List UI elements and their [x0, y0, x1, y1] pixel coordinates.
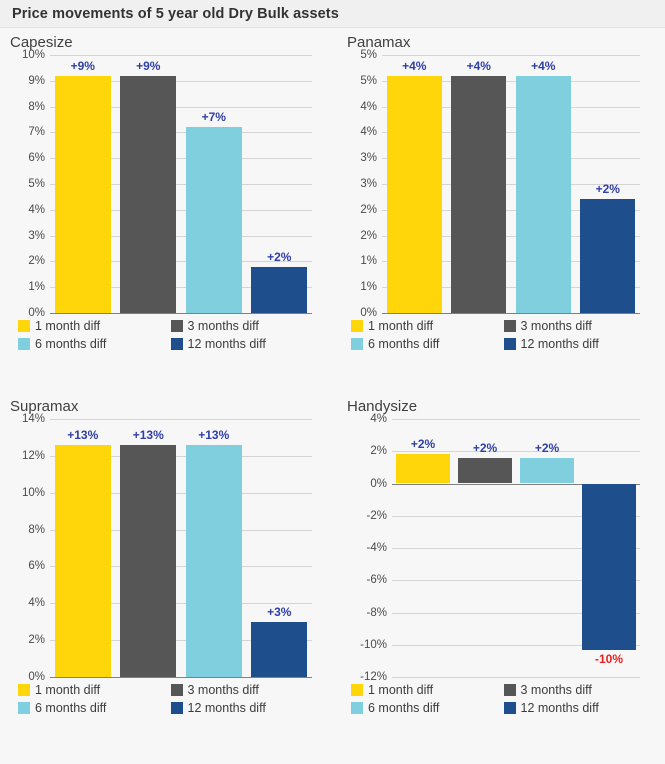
legend-swatch-icon	[18, 702, 30, 714]
bar-value-label: -10%	[594, 651, 624, 666]
chart-panel-supramax	[8, 398, 328, 758]
y-axis-tick-label: -10%	[360, 638, 387, 651]
legend-label: 12 months diff	[520, 701, 599, 715]
legend-handysize	[351, 683, 656, 719]
legend-label: 3 months diff	[520, 319, 592, 333]
y-axis-tick-label: 2%	[360, 229, 377, 242]
y-axis-tick-label: 3%	[360, 178, 377, 190]
bar-value-label: +13%	[132, 427, 164, 442]
gridline	[392, 419, 640, 420]
legend-swatch-icon	[504, 702, 516, 714]
y-axis-tick-label: 10%	[21, 49, 45, 61]
bar-value-label: +4%	[466, 58, 491, 73]
y-axis-tick-label: 2%	[28, 255, 45, 268]
legend-swatch-icon	[504, 338, 516, 350]
y-axis-tick-label: -8%	[366, 606, 387, 619]
bar-value-label: +2%	[472, 440, 498, 455]
gridline	[50, 419, 312, 420]
legend-swatch-icon	[351, 702, 363, 714]
gridline	[50, 55, 312, 56]
y-axis-tick-label: 0%	[360, 307, 377, 319]
y-axis-tick-label: 1%	[360, 255, 377, 268]
chart-panel-panamax	[345, 34, 660, 394]
y-axis-tick-label: 5%	[360, 74, 377, 87]
y-axis-tick-label: 1%	[360, 281, 377, 294]
legend-swatch-icon	[18, 684, 30, 696]
legend-swatch-icon	[351, 338, 363, 350]
legend-swatch-icon	[171, 320, 183, 332]
legend-item[interactable]	[171, 683, 324, 697]
legend-item[interactable]	[504, 683, 657, 697]
legend-capesize	[18, 319, 323, 355]
legend-item[interactable]	[18, 319, 171, 333]
gridline	[392, 677, 640, 678]
charts-grid	[0, 28, 665, 764]
y-axis-tick-label: 3%	[28, 229, 45, 242]
page-header	[0, 0, 665, 28]
y-axis-tick-label: 5%	[28, 178, 45, 190]
bar	[251, 267, 307, 313]
bar-value-label: +4%	[531, 58, 556, 73]
legend-swatch-icon	[18, 320, 30, 332]
bar	[580, 199, 635, 313]
zero-axis-line	[382, 313, 640, 314]
chart-panel-capesize	[8, 34, 328, 394]
zero-axis-line	[50, 313, 312, 314]
bar	[55, 445, 111, 677]
bar	[55, 76, 111, 313]
bar-value-label: +7%	[201, 110, 226, 125]
y-axis-tick-label: 3%	[360, 152, 377, 165]
bar	[251, 622, 307, 677]
y-axis-tick-label: 4%	[28, 597, 45, 610]
bar	[186, 127, 242, 313]
legend-item[interactable]	[504, 701, 657, 715]
legend-item[interactable]	[351, 701, 504, 715]
bar	[120, 445, 176, 677]
y-axis-tick-label: 8%	[28, 523, 45, 536]
bar-value-label: +2%	[410, 437, 436, 452]
y-axis-tick-label: 2%	[360, 203, 377, 216]
legend-item[interactable]	[18, 701, 171, 715]
y-axis-tick-label: 4%	[28, 203, 45, 216]
chart-title-handysize: Handysize	[347, 398, 418, 415]
y-axis-tick-label: 4%	[360, 100, 377, 113]
legend-label: 6 months diff	[368, 701, 440, 715]
legend-swatch-icon	[18, 338, 30, 350]
legend-item[interactable]	[171, 701, 324, 715]
chart-title-capesize: Capesize	[10, 34, 73, 51]
gridline	[382, 55, 640, 56]
y-axis-tick-label: 2%	[370, 445, 387, 458]
y-axis-tick-label: 2%	[28, 634, 45, 647]
y-axis-tick-label: 10%	[21, 486, 45, 499]
y-axis-tick-label: 6%	[28, 560, 45, 573]
y-axis-tick-label: -6%	[366, 574, 387, 587]
legend-swatch-icon	[171, 338, 183, 350]
legend-label: 12 months diff	[520, 337, 599, 351]
y-axis-tick-label: 4%	[360, 126, 377, 139]
chart-title-supramax: Supramax	[10, 398, 79, 415]
y-axis-tick-label: 0%	[28, 307, 45, 319]
legend-item[interactable]	[351, 337, 504, 351]
legend-label: 12 months diff	[187, 701, 266, 715]
legend-label: 1 month diff	[35, 683, 101, 697]
legend-item[interactable]	[351, 683, 504, 697]
bar	[120, 76, 176, 313]
legend-swatch-icon	[504, 320, 516, 332]
bar	[451, 76, 506, 313]
y-axis-tick-label: 12%	[21, 449, 45, 462]
bar	[186, 445, 242, 677]
bar-value-label: +13%	[67, 427, 99, 442]
plot-supramax	[21, 413, 312, 683]
y-axis-tick-label: 8%	[28, 100, 45, 113]
chart-title-panamax: Panamax	[347, 34, 411, 51]
legend-item[interactable]	[171, 319, 324, 333]
y-axis-tick-label: 0%	[28, 671, 45, 683]
legend-label: 3 months diff	[187, 319, 259, 333]
bar-value-label: +9%	[136, 58, 161, 73]
bar-value-label: +9%	[70, 58, 95, 73]
plot-area-capesize	[21, 49, 312, 319]
plot-capesize	[21, 49, 312, 319]
legend-label: 6 months diff	[35, 337, 107, 351]
bar	[387, 76, 442, 313]
bar	[458, 458, 511, 484]
legend-item[interactable]	[351, 319, 504, 333]
legend-label: 6 months diff	[35, 701, 107, 715]
bar-value-label: +3%	[267, 604, 292, 619]
legend-label: 6 months diff	[368, 337, 440, 351]
legend-item[interactable]	[171, 337, 324, 351]
y-axis-tick-label: -12%	[360, 671, 387, 683]
plot-area-supramax	[21, 413, 312, 683]
legend-label: 3 months diff	[520, 683, 592, 697]
legend-swatch-icon	[351, 320, 363, 332]
legend-item[interactable]	[504, 337, 657, 351]
y-axis-tick-label: 7%	[28, 126, 45, 139]
chart-panel-handysize	[345, 398, 660, 758]
bar-value-label: +2%	[595, 182, 620, 197]
legend-label: 1 month diff	[368, 683, 434, 697]
legend-swatch-icon	[351, 684, 363, 696]
plot-area-panamax	[360, 49, 640, 319]
legend-label: 12 months diff	[187, 337, 266, 351]
legend-panamax	[351, 319, 656, 355]
y-axis-tick-label: -4%	[366, 542, 387, 554]
legend-item[interactable]	[504, 319, 657, 333]
plot-handysize	[360, 413, 640, 683]
y-axis-tick-label: -2%	[366, 509, 387, 522]
bar	[396, 454, 449, 483]
bar-value-label: +4%	[402, 58, 427, 73]
zero-axis-line	[50, 677, 312, 678]
y-axis-tick-label: 6%	[28, 152, 45, 165]
legend-swatch-icon	[504, 684, 516, 696]
bar	[520, 458, 573, 484]
bar	[582, 484, 635, 650]
legend-supramax	[18, 683, 323, 719]
y-axis-tick-label: 0%	[370, 477, 387, 490]
legend-swatch-icon	[171, 702, 183, 714]
legend-label: 3 months diff	[187, 683, 259, 697]
bar-value-label: +2%	[267, 249, 292, 264]
legend-swatch-icon	[171, 684, 183, 696]
y-axis-tick-label: 9%	[28, 74, 45, 87]
legend-label: 1 month diff	[35, 319, 101, 333]
bar	[516, 76, 571, 313]
y-axis-tick-label: 5%	[360, 49, 377, 61]
plot-area-handysize	[360, 413, 640, 683]
y-axis-tick-label: 4%	[370, 413, 387, 425]
y-axis-tick-label: 1%	[28, 281, 45, 294]
plot-panamax	[360, 49, 640, 319]
page-title: Price movements of 5 year old Dry Bulk assets	[12, 5, 339, 22]
legend-label: 1 month diff	[368, 319, 434, 333]
bar-value-label: +2%	[534, 440, 560, 455]
legend-item[interactable]	[18, 683, 171, 697]
legend-item[interactable]	[18, 337, 171, 351]
y-axis-tick-label: 14%	[21, 413, 45, 425]
bar-value-label: +13%	[198, 427, 230, 442]
